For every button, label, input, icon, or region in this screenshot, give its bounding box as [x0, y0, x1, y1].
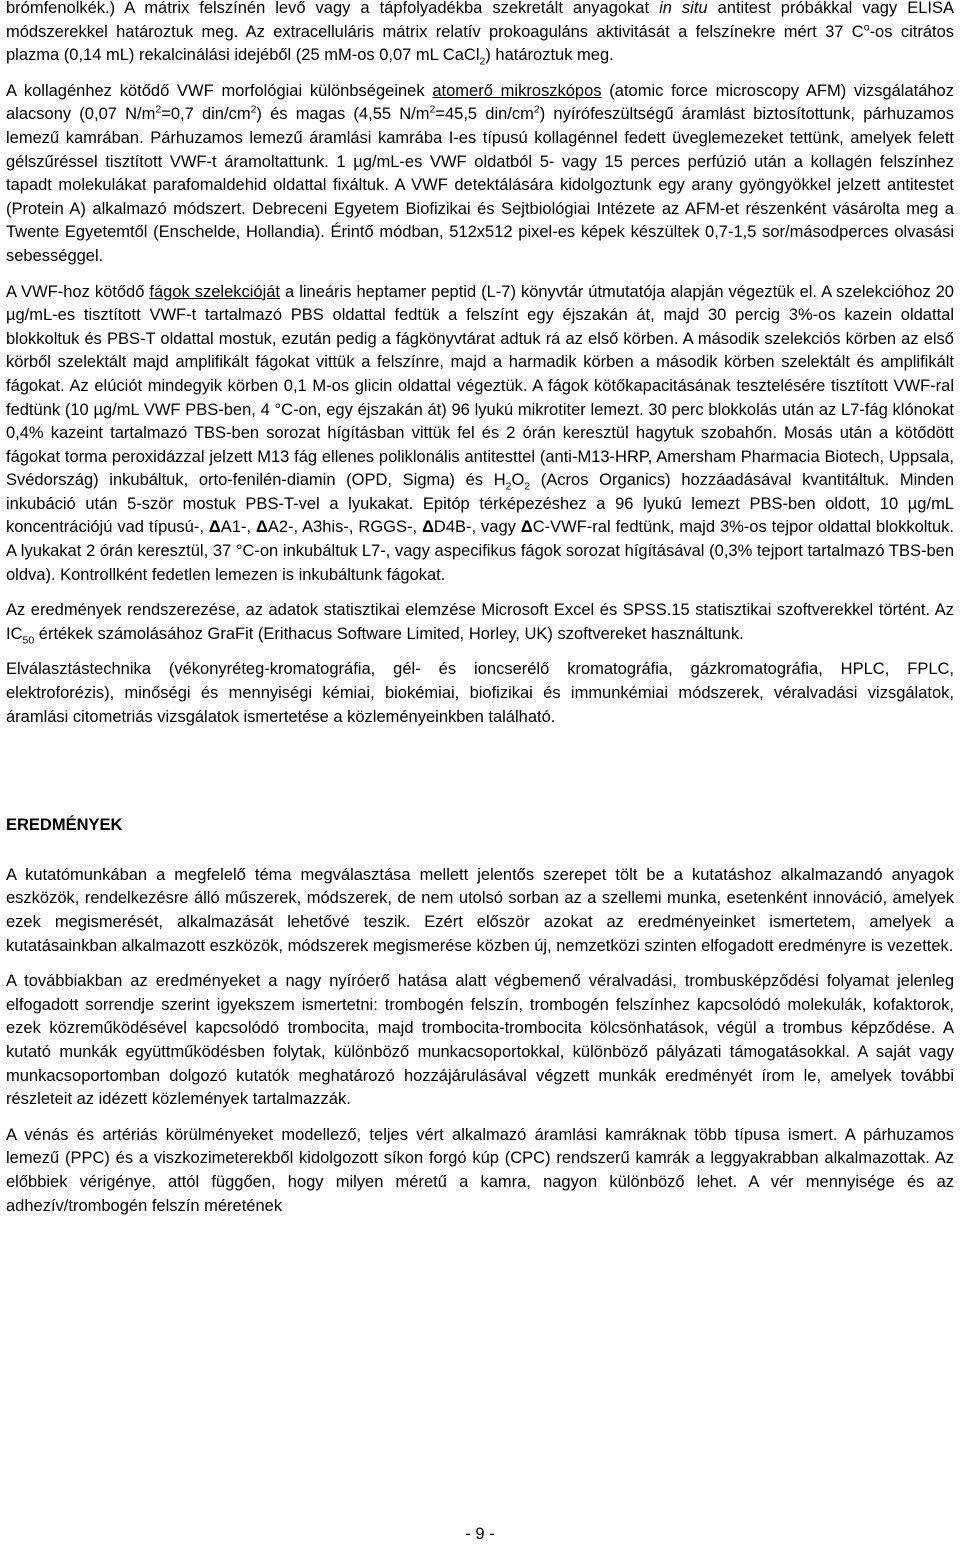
in-situ-italic: in situ — [659, 0, 708, 17]
paragraph-results-order: A továbbiakban az eredményeket a nagy nyíróerő hatása alatt végbemenő véralvadási, trombusképződési folyamat jelenleg elfogadott sorrendje szerint igyekszem ismertetni: trombogén felszín, trombogén felszínhez kapcsolódó molekulák, kofaktorok, ezek közreműködésével kapcsolódó trombocita, majd trombocita-trombocita kölcsönhatások, végül a trombus képződése. A kutató munkák együttműködésben folytak, különböző munkacsoportokkal, különböző pályázati támogatásokkal. A saját vagy munkacsoportomban dolgozó kutatók meghatározó hozzájárulásával végzett munkák eredményét írom le, amelyek további részleteit az idézett közlemények tartalmazzák. — [6, 972, 954, 1109]
page-number: - 9 - — [465, 1525, 495, 1543]
underlined-term: atomerő mikroszkópos — [432, 81, 602, 100]
paragraph-flow-chambers: A vénás és artériás körülményeket modellező, teljes vért alkalmazó áramlási kamráknak több típusa ismert. A párhuzamos lemezű (PPC) és a viszkozimeterekből kidolgozott síkon forgó kúp (CPC) rendszerű kamrák a leggyakrabban alkalmazottak. Az előbbiek vérigénye, attól függően, hogy milyen méretű a kamra, nagyon különböző lehet. A vér mennyisége és az adhezív/trombogén felszín méretének — [6, 1125, 954, 1215]
paragraph-phage-selection: A VWF-hoz kötődő fágok szelekcióját a lineáris heptamer peptid (L-7) könyvtár útmutatója alapján végeztük el. A szelekcióhoz 20 µg/mL-es tisztított VWF-t tartalmazó PBS oldattal fedtük a felszínt egy éjszakán át, majd 30 percig 3%-os kazein oldattal blokkoltuk és PBS-T oldattal mostuk, ezután pedig a fágkönyvtárat adtuk rá az első körben. A második szelekciós körben az első körből szelektált majd amplifikált fágokat vittük a felszínre, majd a harmadik körben a második körben szelektált és amplifikált fágokat. Az elúciót mindegyik körben 0,1 M-os glicin oldattal végeztük. A fágok kötőkapacitásának tesztelésére tisztított VWF-ral fedtünk (10 µg/mL VWF PBS-ben, 4 °C-on, egy éjszakán át) 96 lyukú mikrotiter lemezt. 30 perc blokkolás után az L7-fág klónokat 0,4% kazeint tartalmazó TBS-ben sorozat hígításban vittük fel és 2 órán keresztül hagytuk szobahőn. Mosás után a kötődött fágokat torma peroxidázzal jelzett M13 fág ellenes poliklonális antitesttel (anti-M13-HRP, Amersham Pharmacia Biotech, Uppsala, Svédország) inkubáltuk, orto-fenilén-diamin (OPD, Sigma) és $H_2O_2$ (Acros Organics) hozzáadásával kvantitáltuk. Minden inkubáció után 5-ször mostuk PBS-T-vel a lyukakat. Epitóp térképezéshez a 96 lyukú lemezt PBS-ben oldott, 10 µg/mL koncentrációjú vad típusú-, ΔA1-, ΔA2-, A3his-, RGGS-, ΔD4B-, vagy ΔC-VWF-ral fedtünk, majd 3%-os tejpor oldattal blokkoltuk. A lyukakat 2 órán keresztül, 37 °C-on inkubáltuk L7-, vagy aspecifikus fágok sorozat hígításával (0,3% tejport tartalmazó TBS-ben oldva). Kontrollként fedetlen lemezen is inkubáltunk fágokat. — [6, 282, 955, 584]
paragraph-results-intro: A kutatómunkában a megfelelő téma megválasztása mellett jelentős szerepet tölt be a kutatáshoz alkalmazandó anyagok eszközök, rendelkezésre álló műszerek, módszerek, de nem utolsó sorban az a szellemi munka, esetenként innováció, amelyek ezek megismerését, alkalmazását lehetővé teszik. Ezért először azokat az eredményeinket ismertetem, amelyek a kutatásainkban alkalmazott eszközök, módszerek megismerése közben új, nemzetközi szinten elfogadott eredményre is vezettek. — [6, 865, 954, 955]
paragraph-separation-techniques: Elválasztástechnika (vékonyréteg-kromatográfia, gél- és ioncserélő kromatográfia, gázkromatográfia, HPLC, FPLC, elektroforézis), minőségi és mennyiségi kémiai, biokémiai, biofizikai és immunkémiai módszerek, véralvadási vizsgálatok, áramlási citometriás vizsgálatok ismertetése a közleményeinkben található. — [6, 660, 954, 726]
paragraph-methods-matrix: brómfenolkék.) A mátrix felszínén levő vagy a tápfolyadékba szekretált anyagokat in situ antitest próbákkal vagy ELISA módszerekkel határoztuk meg. Az extracelluláris mátrix relatív prokoaguláns aktivitását a felszínekre mért 37 $C^o-os$ citrátos plazma (0,14 mL) rekalcinálási idejéből (25 mM-os 0,07 mL CaCl$_2$) határoztuk meg. — [6, 0, 955, 68]
paragraph-afm: A kollagénhez kötődő VWF morfológiai különbségeinek atomerő mikroszkópos (atomic force microscopy AFM) vizsgálatához alacsony (0,07 $N/m^2=0,7$ din/$cm^2$) és magas (4,55 $N/m^2=45,5$ din/$cm^2$) nyírófeszültségű áramlást biztosítottunk, párhuzamos lemezű kamrában. Párhuzamos lemezű áramlási kamrába I-es típusú kollagénnel fedett üveglemezeket tettünk, amelyek felett gélszűréssel tisztított VWF-t áramoltattunk. 1 µg/mL-es VWF oldatból 5- vagy 15 perces perfúzió után a kollagén felszínhez tapadt molekulákat parafomaldehid oldattal fixáltuk. A VWF detektálására kidolgoztunk egy arany gyöngyökkel jelzett antitestet (Protein A) alkalmazó módszert. Debreceni Egyetem Biofizikai és Sejtbiológiai Intézete az AFM-et részenként vásárolta meg a Twente Egyetemtől (Enschelde, Hollandia). Érintő módban, 512x512 pixel-es képek készültek 0,7-1,5 sor/másodperces olvasási sebességgel. — [6, 81, 954, 265]
underlined-term: fágok szelekcióját — [149, 282, 281, 301]
paragraph-statistics: Az eredmények rendszerezése, az adatok statisztikai elemzése Microsoft Excel és SPSS.15 statisztikai szoftverekkel történt. Az $IC_{50}$ értékek számolásához GraFit (Erithacus Software Limited, Horley, UK) szoftvereket használtunk. — [6, 601, 954, 647]
document-page — [6, 0, 954, 1218]
section-heading: EREDMÉNYEK — [6, 816, 123, 835]
